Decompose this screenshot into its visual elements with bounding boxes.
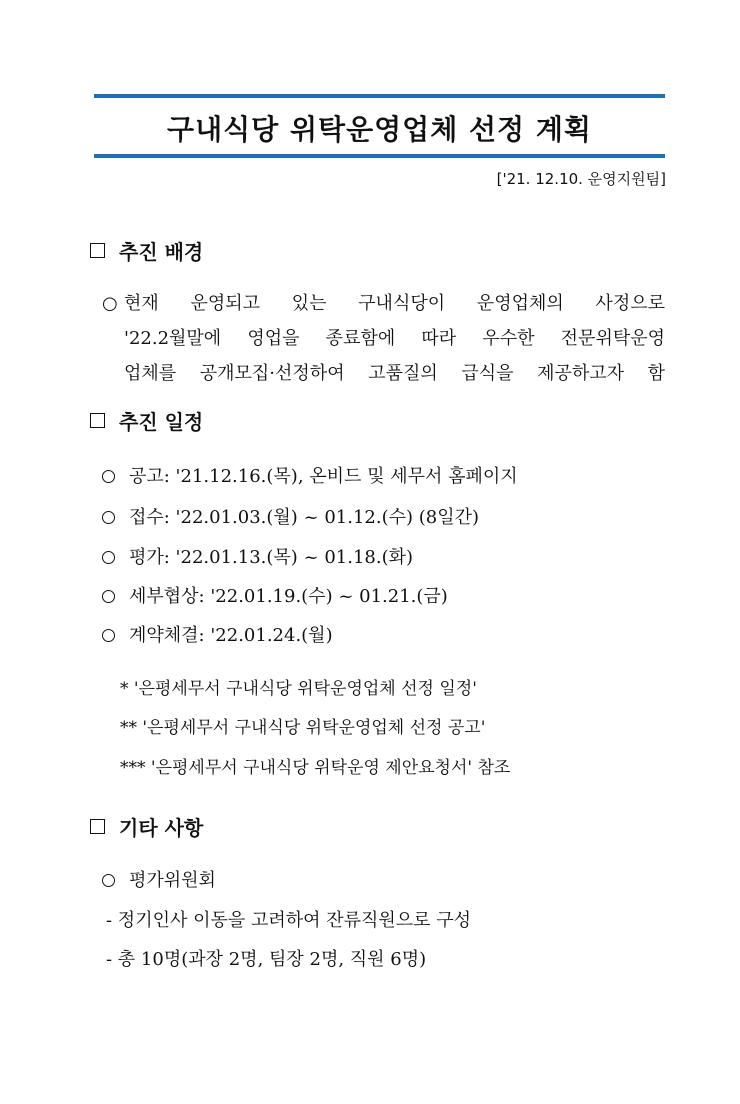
schedule-item bbox=[102, 503, 479, 529]
reference-note: ** '은평세무서 구내식당 위탁운영업체 선정 공고' bbox=[120, 718, 486, 738]
checkbox-square-icon bbox=[90, 243, 105, 258]
section-heading-text: 추진 배경 bbox=[119, 240, 204, 264]
checkbox-square-icon bbox=[90, 819, 105, 834]
schedule-item-text: 세부협상: '22.01.19.(수) ~ 01.21.(금) bbox=[129, 586, 448, 607]
dateline: ['21. 12.10. 운영지원팀] bbox=[496, 170, 666, 188]
title-top-rule bbox=[94, 94, 665, 98]
schedule-item-text: 공고: '21.12.16.(목), 온비드 및 세무서 홈페이지 bbox=[129, 466, 518, 487]
paragraph-line-text: 현재 운영되고 있는 구내식당이 운영업체의 사정으로 bbox=[124, 293, 665, 314]
paragraph-line bbox=[102, 286, 665, 321]
section-heading-background bbox=[90, 236, 203, 265]
paragraph-line bbox=[102, 321, 665, 356]
paragraph-line-text: '22.2월말에 영업을 종료함에 따라 우수한 전문위탁운영 bbox=[124, 328, 665, 349]
title-box bbox=[94, 94, 665, 158]
hollow-circle-bullet-icon bbox=[102, 590, 115, 603]
hollow-circle-bullet-icon bbox=[102, 511, 115, 524]
paragraph-line-text: 업체를 공개모집·선정하여 고품질의 급식을 제공하고자 함 bbox=[124, 363, 665, 384]
hollow-circle-bullet-icon bbox=[102, 470, 115, 483]
committee-detail: - 정기인사 이동을 고려하여 잔류직원으로 구성 bbox=[106, 910, 472, 931]
schedule-item-text: 계약체결: '22.01.24.(월) bbox=[129, 625, 333, 646]
hollow-circle-bullet-icon bbox=[102, 629, 115, 642]
schedule-item bbox=[102, 462, 518, 488]
page-title: 구내식당 위탁운영업체 선정 계획 bbox=[167, 113, 592, 146]
other-item bbox=[102, 866, 216, 892]
paragraph-line bbox=[102, 356, 665, 391]
schedule-item-text: 접수: '22.01.03.(월) ~ 01.12.(수) (8일간) bbox=[129, 507, 480, 528]
section-heading-text: 기타 사항 bbox=[119, 816, 204, 840]
section-heading-text: 추진 일정 bbox=[119, 410, 204, 434]
other-item-text: 평가위원회 bbox=[129, 870, 216, 891]
hollow-circle-bullet-icon: ○ bbox=[102, 293, 118, 314]
section-heading-other bbox=[90, 812, 203, 841]
background-paragraph bbox=[102, 286, 665, 391]
title-bottom-rule bbox=[94, 154, 665, 158]
committee-detail: - 총 10명(과장 2명, 팀장 2명, 직원 6명) bbox=[106, 949, 427, 970]
reference-note: *** '은평세무서 구내식당 위탁운영 제안요청서' 참조 bbox=[120, 758, 511, 778]
schedule-item-text: 평가: '22.01.13.(목) ~ 01.18.(화) bbox=[129, 547, 414, 568]
schedule-item bbox=[102, 543, 413, 569]
hollow-circle-bullet-icon bbox=[102, 551, 115, 564]
reference-note: * '은평세무서 구내식당 위탁운영업체 선정 일정' bbox=[120, 679, 477, 699]
checkbox-square-icon bbox=[90, 413, 105, 428]
schedule-item bbox=[102, 621, 333, 647]
section-heading-schedule bbox=[90, 406, 203, 435]
schedule-item bbox=[102, 582, 448, 608]
hollow-circle-bullet-icon bbox=[102, 874, 115, 887]
